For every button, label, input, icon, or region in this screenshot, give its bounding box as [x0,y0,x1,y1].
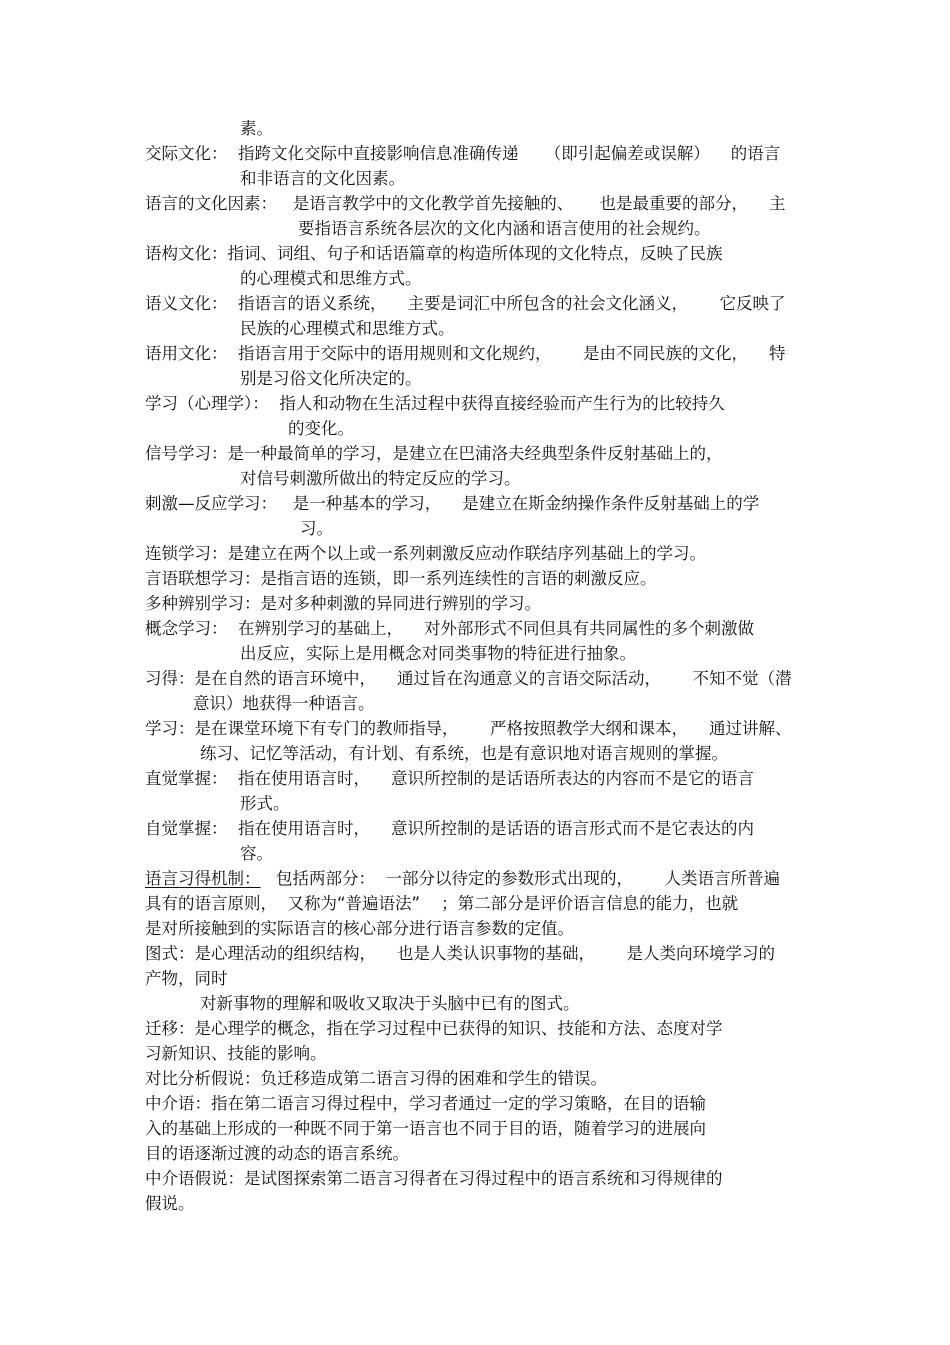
text-line: 形式。 [240,794,290,813]
term-gainian-xuexi: 概念学习： 在辨别学习的基础上， 对外部形式不同但具有共同属性的多个刺激做 [145,619,754,638]
term-xide: 习得：是在自然的语言环境中， 通过旨在沟通意义的言语交际活动， 不知不觉（潜 [145,669,792,688]
text-line: 具有的语言原则， 又称为“普遍语法” ；第二部分是评价语言信息的能力，也就 [145,894,739,913]
text-line: 出反应，实际上是用概念对同类事物的特征进行抽象。 [240,644,636,663]
term-duibi-fenxi-jiashuo: 对比分析假说：负迁移造成第二语言习得的困难和学生的错误。 [145,1069,607,1088]
text-line: 目的语逐渐过渡的动态的语言系统。 [145,1144,409,1163]
text-line: 容。 [240,844,273,863]
text-line: 别是习俗文化所决定的。 [240,369,422,388]
text-line: 练习、记忆等活动，有计划、有系统，也是有意识地对语言规则的掌握。 [200,744,728,763]
term-zijue-zhangwo: 自觉掌握： 指在使用语言时， 意识所控制的是话语的语言形式而不是它表达的内 [145,819,754,838]
term-liansuo-xuexi: 连锁学习：是建立在两个以上或一系列刺激反应动作联结序列基础上的学习。 [145,544,706,563]
term-ciji-fanying-xuexi: 刺激—反应学习： 是一种基本的学习， 是建立在斯金纳操作条件反射基础上的学 [145,494,760,513]
term-zhijue-zhangwo: 直觉掌握： 指在使用语言时， 意识所控制的是话语所表达的内容而不是它的语言 [145,769,754,788]
term-yuyan-xide-jizhi: 语言习得机制： [145,869,261,888]
text-line: 素。 [240,119,273,138]
term-zhongjieyu-jiashuo: 中介语假说：是试图探索第二语言习得者在习得过程中的语言系统和习得规律的 [145,1169,723,1188]
text-line: 入的基础上形成的一种既不同于第一语言也不同于目的语，随着学习的进展向 [145,1119,706,1138]
term-xuexi-xinlixue: 学习（心理学）： 指人和动物在生活过程中获得直接经验而产生行为的比较持久 [145,394,725,413]
text-line: 的变化。 [288,419,354,438]
term-yugou-wenhua: 语构文化：指词、词组、句子和话语篇章的构造所体现的文化特点，反映了民族 [145,244,723,263]
text-line: 对信号刺激所做出的特定反应的学习。 [240,469,521,488]
text-line: 对新事物的理解和吸收又取决于头脑中已有的图式。 [200,994,580,1013]
term-xuexi: 学习：是在课堂环境下有专门的教师指导， 严格按照教学大纲和课本， 通过讲解、 [145,719,792,738]
term-yuyi-wenhua: 语义文化： 指语言的语义系统， 主要是词汇中所包含的社会文化涵义， 它反映了 [145,294,786,313]
text-line: 假说。 [145,1194,195,1213]
text-line: 和非语言的文化因素。 [240,169,405,188]
text-line: 习。 [300,519,333,538]
term-jiaoji-wenhua: 交际文化： 指跨文化交际中直接影响信息准确传递 （即引起偏差或误解） 的语言 [145,144,781,163]
term-qianyi: 迁移：是心理学的概念，指在学习过程中已获得的知识、技能和方法、态度对学 [145,1019,723,1038]
text-line: 民族的心理模式和思维方式。 [240,319,455,338]
text-line: 意识）地获得一种语言。 [193,694,375,713]
term-yanyu-lianxiang-xuexi: 言语联想学习：是指言语的连锁，即一系列连续性的言语的刺激反应。 [145,569,657,588]
term-duozhong-bianbie-xuexi: 多种辨别学习：是对多种刺激的异同进行辨别的学习。 [145,594,541,613]
text-line: 要指语言系统各层次的文化内涵和语言使用的社会规约。 [298,219,711,238]
text-line: 的心理模式和思维方式。 [240,269,422,288]
term-tushi: 图式：是心理活动的组织结构， 也是人类认识事物的基础， 是人类向环境学习的 [145,944,775,963]
term-yuyan-wenhua-yinsu: 语言的文化因素： 是语言教学中的文化教学首先接触的、 也是最重要的部分， 主 [145,194,786,213]
term-xinhao-xuexi: 信号学习：是一种最简单的学习，是建立在巴浦洛夫经典型条件反射基础上的， [145,444,723,463]
text-line: 产物，同时 [145,969,228,988]
text-line: 包括两部分： 一部分以待定的参数形式出现的， 人类语言所普遍 [276,869,780,888]
term-yuyong-wenhua: 语用文化： 指语言用于交际中的语用规则和文化规约， 是由不同民族的文化， 特 [145,344,786,363]
term-zhongjieyu: 中介语：指在第二语言习得过程中，学习者通过一定的学习策略，在目的语输 [145,1094,706,1113]
text-line: 习新知识、技能的影响。 [145,1044,327,1063]
text-line: 是对所接触到的实际语言的核心部分进行语言参数的定值。 [145,919,574,938]
